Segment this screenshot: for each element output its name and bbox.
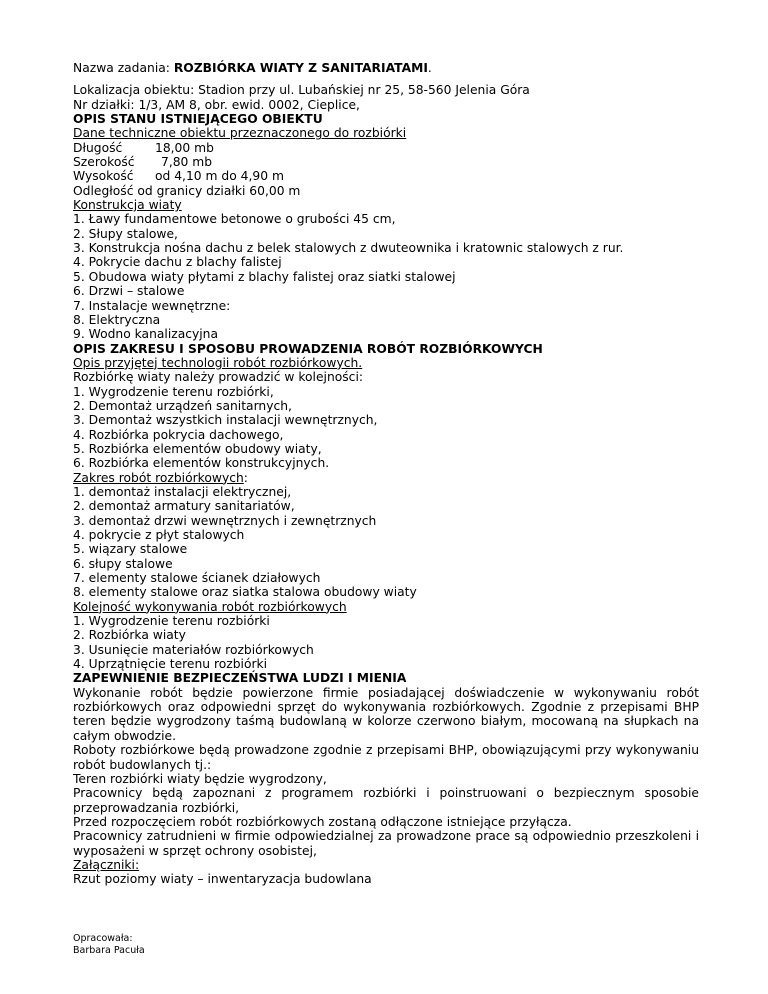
distance-line: Odległość od granicy działki 60,00 m: [73, 183, 301, 198]
footer: [73, 933, 145, 957]
prepared-by-label: Opracowała:: [73, 933, 133, 944]
length-value: 18,00 mb: [155, 140, 214, 155]
list-item: 4. Pokrycie dachu z blachy falistej: [73, 255, 282, 270]
list-item: 3. Usunięcie materiałów rozbiórkowych: [73, 642, 314, 657]
safety-paragraph-3: Teren rozbiórki wiaty będzie wygrodzony,: [73, 771, 327, 786]
scope-colon: :: [243, 470, 248, 485]
list-item: 1. demontaż instalacji elektrycznej,: [73, 484, 292, 499]
list-item: 3. Demontaż wszystkich instalacji wewnętrznych,: [73, 413, 378, 428]
section1-title: OPIS STANU ISTNIEJĄCEGO OBIEKTU: [73, 112, 323, 127]
location-line: Lokalizacja obiektu: Stadion przy ul. Lubańskiej nr 25, 58-560 Jelenia Góra: [73, 83, 530, 98]
list-item: 5. Obudowa wiaty płytami z blachy falistej oraz siatki stalowej: [73, 269, 456, 284]
width-label: Szerokość: [73, 155, 135, 170]
construction-heading: Konstrukcja wiaty: [73, 198, 182, 213]
height-row: [73, 169, 699, 183]
section2-title: OPIS ZAKRESU I SPOSOBU PROWADZENIA ROBÓT ROZBIÓRKOWYCH: [73, 341, 543, 356]
width-row: [73, 155, 699, 169]
list-item: 2. Demontaż urządzeń sanitarnych,: [73, 398, 292, 413]
scope-heading: Zakres robót rozbiórkowych: [73, 470, 244, 485]
document-body: [73, 61, 699, 887]
list-item: 8. Elektryczna: [73, 312, 161, 327]
tech-data-heading: Dane techniczne obiektu przeznaczonego do rozbiórki: [73, 126, 407, 141]
list-item: 4. Uprzątnięcie terenu rozbiórki: [73, 657, 268, 672]
list-item: 6. Drzwi – stalowe: [73, 284, 185, 299]
list-item: 6. Rozbiórka elementów konstrukcyjnych.: [73, 456, 330, 471]
safety-paragraph-4: Pracownicy będą zapoznani z programem rozbiórki i poinstruowani o bezpiecznym sposobie przeprowadzania rozbiórki,: [73, 786, 699, 815]
task-value: ROZBIÓRKA WIATY Z SANITARIATAMI: [173, 61, 428, 75]
safety-paragraph-5: Przed rozpoczęciem robót rozbiórkowych zostaną odłączone istniejące przyłącza.: [73, 814, 572, 829]
sequence-heading: Kolejność wykonywania robót rozbiórkowych: [73, 599, 347, 614]
safety-paragraph-1: Wykonanie robót będzie powierzone firmie posiadającej doświadczenie w wykonywaniu robót rozbiórkowych oraz odpowiedni sprzęt do wykonywania rozbiórkowych. Zgodnie z przepisami BHP teren będzie wygrodzony taśmą budowlaną w kolorze czerwono białym, mocowaną na słupkach na całym obwodzie.: [73, 685, 699, 743]
list-item: 8. elementy stalowe oraz siatka stalowa obudowy wiaty: [73, 585, 417, 600]
list-item: 1. Ławy fundamentowe betonowe o grubości 45 cm,: [73, 212, 396, 227]
safety-paragraph-2: Roboty rozbiórkowe będą prowadzone zgodnie z przepisami BHP, obowiązującymi przy wykonywaniu robót budowlanych tj.:: [73, 743, 699, 772]
safety-paragraph-6: Pracownicy zatrudnieni w firmie odpowiedzialnej za prowadzone prace są odpowiednio przeszkoleni i wyposażeni w sprzęt ochrony osobistej,: [73, 829, 699, 858]
list-item: 5. Rozbiórka elementów obudowy wiaty,: [73, 441, 322, 456]
length-label: Długość: [73, 140, 123, 155]
technology-heading: Opis przyjętej technologii robót rozbiórkowych.: [73, 355, 363, 370]
list-item: 9. Wodno kanalizacyjna: [73, 327, 219, 342]
parcel-line: Nr działki: 1/3, AM 8, obr. ewid. 0002, Cieplice,: [73, 97, 360, 112]
author-name: Barbara Pacuła: [73, 945, 145, 956]
length-row: [73, 141, 699, 155]
task-name-line: [73, 61, 699, 75]
height-value: od 4,10 m do 4,90 m: [155, 169, 284, 184]
attachments-heading: Załączniki:: [73, 857, 140, 872]
scope-heading-line: [73, 471, 699, 485]
list-item: 3. demontaż drzwi wewnętrznych i zewnętrznych: [73, 513, 377, 528]
list-item: 3. Konstrukcja nośna dachu z belek stalowych z dwuteownika i kratownic stalowych z rur.: [73, 241, 624, 256]
list-item: 4. Rozbiórka pokrycia dachowego,: [73, 427, 284, 442]
list-item: 2. Słupy stalowe,: [73, 226, 178, 241]
task-label: Nazwa zadania:: [73, 61, 174, 75]
task-end: .: [427, 61, 432, 75]
order-intro: Rozbiórkę wiaty należy prowadzić w kolejności:: [73, 370, 364, 385]
list-item: 7. elementy stalowe ścianek działowych: [73, 571, 321, 586]
height-label: Wysokość: [73, 169, 134, 184]
section3-title: ZAPEWNIENIE BEZPIECZEŃSTWA LUDZI I MIENIA: [73, 671, 407, 686]
list-item: 4. pokrycie z płyt stalowych: [73, 528, 245, 542]
list-item: 7. Instalacje wewnętrzne:: [73, 298, 231, 313]
attachment-item: Rzut poziomy wiaty – inwentaryzacja budowlana: [73, 872, 372, 887]
list-item: 2. demontaż armatury sanitariatów,: [73, 499, 295, 514]
list-item: 5. wiązary stalowe: [73, 542, 188, 557]
list-item: 1. Wygrodzenie terenu rozbiórki,: [73, 384, 274, 399]
list-item: 6. słupy stalowe: [73, 556, 173, 571]
list-item: 1. Wygrodzenie terenu rozbiórki: [73, 614, 270, 629]
width-value: 7,80 mb: [161, 155, 213, 170]
list-item: 2. Rozbiórka wiaty: [73, 628, 186, 643]
